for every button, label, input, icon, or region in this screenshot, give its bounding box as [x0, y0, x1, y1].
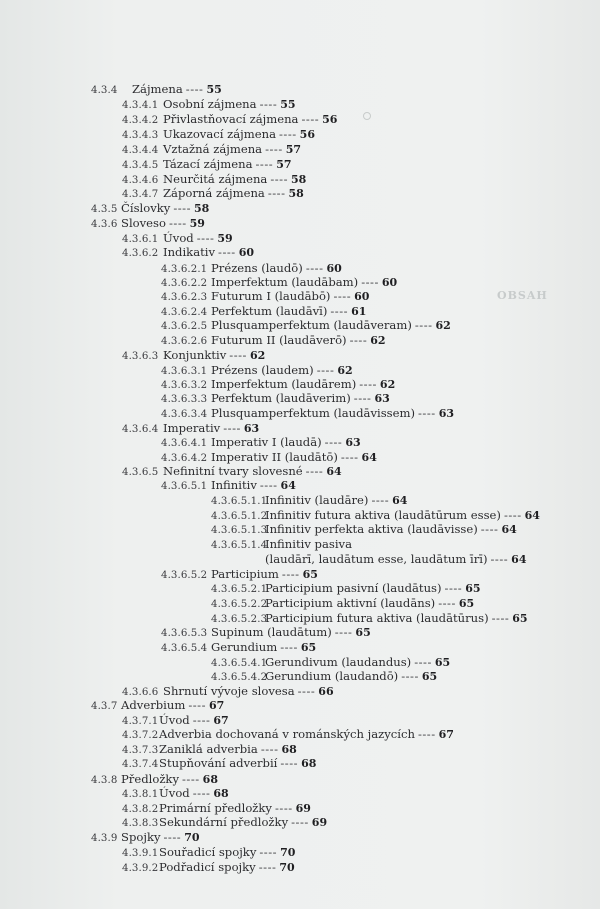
toc-leader-dashes: ----: [173, 201, 192, 215]
toc-entry-number: 4.3.6.5.2.2: [211, 599, 268, 610]
toc-entry-number: 4.3.5: [91, 204, 118, 215]
toc-page-number: 63: [345, 436, 361, 449]
toc-entry-number: 4.3.6.5.4.2: [211, 672, 268, 683]
toc-entry: [161, 377, 395, 392]
toc-entry-number: 4.3.6.5: [122, 467, 159, 478]
toc-leader-dashes: ----: [267, 186, 286, 200]
toc-entry-title: Tázací zájmena: [163, 157, 253, 171]
toc-entry: [161, 640, 316, 655]
toc-entry-title: Úvod: [159, 713, 190, 727]
toc-page-number: 66: [318, 685, 334, 698]
toc-page-number: 64: [392, 494, 408, 507]
toc-entry-title: Gerundium: [211, 640, 278, 654]
toc-entry-number: 4.3.6.5.1.2: [211, 511, 268, 522]
toc-page-number: 65: [300, 641, 317, 654]
toc-entry-title: Participium aktivní (laudāns): [265, 596, 436, 610]
toc-entry: [91, 216, 205, 231]
toc-entry: [211, 611, 528, 626]
toc-leader-dashes: ----: [260, 742, 279, 756]
toc-entry-number: 4.3.4.3: [122, 130, 159, 141]
toc-page-number: 65: [458, 597, 475, 610]
toc-page-number: 63: [374, 392, 390, 405]
toc-entry-title: Participium futura aktiva (laudātūrus): [265, 611, 489, 625]
toc-page-number: 56: [299, 128, 315, 141]
toc-entry-title: Neurčitá zájmena: [163, 172, 268, 186]
toc-entry: [122, 186, 304, 201]
toc-entry-title: Infinitiv futura aktiva (laudātūrum esse): [265, 508, 501, 522]
toc-entry: [161, 318, 451, 333]
toc-leader-dashes: ----: [330, 304, 349, 318]
toc-leader-dashes: ----: [270, 172, 288, 186]
toc-page-number: 65: [512, 612, 528, 625]
toc-entry-title: Primární předložky: [159, 801, 272, 815]
toc-entry: [122, 464, 342, 479]
toc-leader-dashes: ----: [316, 363, 335, 377]
toc-entry: [122, 860, 295, 875]
toc-entry-title: Předložky: [121, 772, 179, 786]
toc-entry-title: Ukazovací zájmena: [163, 127, 276, 141]
toc-entry: [265, 552, 526, 567]
toc-page-number: 65: [355, 626, 371, 639]
toc-entry: [122, 815, 327, 830]
toc-entry-number: 4.3.8.3: [122, 818, 159, 829]
toc-page-number: 64: [280, 479, 296, 492]
toc-page-number: 62: [435, 319, 451, 332]
toc-page-number: 65: [302, 568, 318, 581]
toc-entry-title: Sloveso: [121, 216, 166, 230]
toc-leader-dashes: ----: [417, 727, 436, 741]
toc-entry: [122, 112, 337, 127]
toc-entry: [122, 756, 316, 771]
toc-leader-dashes: ----: [414, 318, 433, 332]
toc-leader-dashes: ----: [281, 567, 300, 581]
toc-entry-number: 4.3.9.2: [122, 863, 159, 874]
toc-entry-title: Imperfektum (laudābam): [211, 275, 359, 289]
toc-entry-number: 4.3.4.7: [122, 189, 159, 200]
toc-page-number: 69: [295, 802, 311, 815]
toc-leader-dashes: ----: [353, 391, 372, 405]
toc-entry-title: Supinum (laudātum): [211, 625, 332, 639]
toc-page-number: 68: [281, 743, 297, 756]
toc-page-number: 65: [421, 670, 438, 683]
toc-entry-title: Sekundární předložky: [159, 815, 289, 829]
toc-page-number: 62: [370, 334, 386, 347]
toc-leader-dashes: ----: [297, 684, 316, 698]
toc-leader-dashes: ----: [279, 127, 297, 141]
toc-entry-title: Souřadicí spojky: [159, 845, 257, 859]
toc-leader-dashes: ----: [359, 377, 377, 391]
toc-leader-dashes: ----: [163, 830, 182, 844]
toc-page-number: 58: [291, 173, 307, 186]
toc-entry-number: 4.3.6: [91, 219, 118, 230]
toc-entry-number: 4.3.6.4.2: [161, 453, 208, 464]
toc-entry-number: 4.3.6.3.3: [161, 394, 208, 405]
toc-entry-title: (laudārī, laudātum esse, laudātum īrī): [265, 552, 488, 566]
toc-entry: [161, 406, 454, 421]
toc-leader-dashes: ----: [280, 640, 298, 654]
toc-entry-title: Infinitiv pasiva: [265, 537, 353, 551]
toc-leader-dashes: ----: [196, 231, 215, 245]
toc-entry-title: Plusquamperfektum (laudāveram): [211, 318, 412, 332]
toc-leader-dashes: ----: [334, 625, 353, 639]
page-dot-mark: [363, 112, 371, 120]
toc-entry-title: Úvod: [163, 231, 194, 245]
toc-entry-number: 4.3.6.1: [122, 234, 159, 245]
toc-entry-title: Shrnutí vývoje slovesa: [163, 684, 295, 698]
toc-entry-number: 4.3.6.5.4.1: [211, 658, 268, 669]
toc-entry: [122, 421, 259, 436]
toc-entry-title: Prézens (laudem): [211, 363, 314, 377]
toc-entry-title: Futurum II (laudāverō): [211, 333, 347, 347]
toc-entry: [91, 830, 200, 845]
toc-page-number: 60: [326, 262, 342, 275]
toc-entry-number: 4.3.7.2: [122, 730, 159, 741]
toc-page-number: 64: [511, 553, 527, 566]
toc-entry-title: Plusquamperfektum (laudāvissem): [211, 406, 416, 420]
toc-page-number: 70: [184, 831, 200, 844]
toc-leader-dashes: ----: [361, 275, 379, 289]
toc-entry-number: 4.3.6.5.1: [161, 481, 208, 492]
toc-entry: [122, 742, 297, 757]
toc-entry-title: Imperativ I (laudā): [211, 435, 322, 449]
toc-entry: [211, 581, 481, 596]
toc-entry-number: 4.3.6.3.2: [161, 380, 208, 391]
toc-entry-title: Imperfektum (laudārem): [211, 377, 357, 391]
toc-entry: [211, 493, 407, 508]
toc-leader-dashes: ----: [274, 801, 293, 815]
toc-page-number: 69: [311, 816, 328, 829]
toc-leader-dashes: ----: [192, 713, 211, 727]
toc-entry: [211, 596, 474, 611]
toc-entry-title: Imperativ II (laudātō): [211, 450, 338, 464]
toc-entry-number: 4.3.9.1: [122, 848, 159, 859]
toc-leader-dashes: ----: [340, 450, 359, 464]
toc-entry-title: Infinitiv perfekta aktiva (laudāvisse): [265, 522, 478, 536]
toc-entry: [161, 363, 353, 378]
toc-entry: [122, 245, 254, 260]
toc-leader-dashes: ----: [188, 698, 207, 712]
toc-entry: [122, 172, 306, 187]
toc-leader-dashes: ----: [491, 611, 510, 625]
toc-entry-title: Participium: [211, 567, 279, 581]
toc-page-number: 64: [326, 465, 342, 478]
toc-page-number: 56: [322, 113, 338, 126]
toc-entry: [122, 231, 233, 246]
toc-leader-dashes: ----: [324, 435, 343, 449]
toc-page-number: 59: [189, 217, 205, 230]
toc-leader-dashes: ----: [349, 333, 368, 347]
toc-leader-dashes: ----: [371, 493, 390, 507]
toc-entry: [122, 845, 295, 860]
toc-page-number: 67: [213, 714, 229, 727]
toc-entry: [161, 275, 397, 290]
toc-page-number: 68: [301, 757, 317, 770]
toc-entry-number: 4.3.4.6: [122, 175, 159, 186]
toc-entry-title: Perfektum (laudāverim): [211, 391, 351, 405]
toc-entry: [211, 522, 517, 537]
toc-entry-number: 4.3.9: [91, 833, 118, 844]
toc-leader-dashes: ----: [305, 261, 324, 275]
toc-page-number: 70: [279, 861, 295, 874]
toc-page-number: 58: [194, 202, 210, 215]
toc-entry-title: Participium pasivní (laudātus): [265, 581, 442, 595]
toc-entry-number: 4.3.8.2: [122, 804, 159, 815]
toc-page-number: 62: [249, 349, 266, 362]
toc-leader-dashes: ----: [480, 522, 499, 536]
toc-page-number: 61: [351, 305, 367, 318]
toc-entry-number: 4.3.6.5.4: [161, 643, 208, 654]
toc-page-number: 70: [280, 846, 296, 859]
toc-entry-number: 4.3.6.5.2.1: [211, 584, 268, 595]
toc-page-number: 63: [438, 407, 454, 420]
toc-entry-number: 4.3.7.4: [122, 759, 159, 770]
toc-leader-dashes: ----: [192, 786, 211, 800]
toc-leader-dashes: ----: [218, 245, 236, 259]
toc-entry: [161, 289, 369, 304]
toc-entry-number: 4.3.8.1: [122, 789, 159, 800]
toc-page-number: 65: [465, 582, 481, 595]
toc-entry-number: 4.3.6.4: [122, 424, 159, 435]
toc-page-number: 57: [285, 143, 302, 156]
toc-page-number: 60: [381, 276, 398, 289]
toc-entry-title: Gerundivum (laudandus): [265, 655, 412, 669]
bleed-through-header: OBSAH: [497, 289, 548, 302]
toc-leader-dashes: ----: [503, 508, 522, 522]
toc-entry: [91, 772, 218, 787]
toc-leader-dashes: ----: [414, 655, 432, 669]
toc-entry: [211, 537, 352, 552]
toc-entry-number: 4.3.7.3: [122, 745, 159, 756]
toc-entry-number: 4.3.4.5: [122, 160, 159, 171]
toc-entry-number: 4.3.6.5.1.4: [211, 540, 268, 551]
toc-entry: [122, 348, 265, 363]
toc-entry: [211, 655, 450, 670]
toc-entry: [161, 625, 371, 640]
toc-entry-number: 4.3.7: [91, 701, 118, 712]
toc-page-number: 64: [524, 509, 540, 522]
toc-entry-title: Úvod: [159, 786, 190, 800]
toc-page-number: 64: [501, 523, 517, 536]
toc-entry: [122, 142, 301, 157]
toc-entry-number: 4.3.6.5.2.3: [211, 614, 268, 625]
toc-entry: [91, 82, 222, 97]
toc-leader-dashes: ----: [333, 289, 352, 303]
toc-leader-dashes: ----: [418, 406, 436, 420]
toc-entry-title: Záporná zájmena: [163, 186, 265, 200]
toc-page-number: 68: [213, 787, 229, 800]
toc-leader-dashes: ----: [401, 669, 419, 683]
toc-entry-title: Podřadicí spojky: [159, 860, 256, 874]
toc-entry-number: 4.3.8: [91, 775, 118, 786]
toc-entry-title: Spojky: [121, 830, 161, 844]
toc-page-number: 55: [280, 98, 296, 111]
toc-entry: [91, 698, 224, 713]
toc-leader-dashes: ----: [258, 860, 277, 874]
toc-page-number: 62: [337, 364, 353, 377]
toc-entry: [161, 478, 296, 493]
toc-leader-dashes: ----: [259, 845, 278, 859]
toc-entry: [161, 261, 342, 276]
toc-leader-dashes: ----: [229, 348, 247, 362]
toc-entry-title: Vztažná zájmena: [163, 142, 263, 156]
toc-entry-title: Osobní zájmena: [163, 97, 257, 111]
toc-entry-number: 4.3.6.2: [122, 248, 159, 259]
toc-page-number: 60: [354, 290, 370, 303]
toc-entry: [161, 304, 366, 319]
toc-entry-number: 4.3.6.2.3: [161, 292, 208, 303]
toc-entry-number: 4.3.7.1: [122, 716, 159, 727]
toc-entry: [122, 127, 315, 142]
toc-entry-title: Futurum I (laudābō): [211, 289, 331, 303]
toc-entry-title: Adverbia dochovaná v románských jazycích: [159, 727, 415, 741]
toc-entry: [161, 333, 386, 348]
toc-entry: [91, 201, 209, 216]
toc-entry-title: Stupňování adverbií: [159, 756, 278, 770]
toc-entry: [161, 567, 318, 582]
toc-entry-number: 4.3.6.5.1.1: [211, 496, 268, 507]
toc-leader-dashes: ----: [259, 478, 278, 492]
toc-entry-number: 4.3.6.4.1: [161, 438, 208, 449]
toc-entry-title: Přivlastňovací zájmena: [163, 112, 299, 126]
toc-entry-title: Imperativ: [163, 421, 221, 435]
toc-entry-title: Adverbium: [121, 698, 186, 712]
toc-entry-number: 4.3.6.3.4: [161, 409, 208, 420]
toc-entry: [122, 786, 229, 801]
toc-leader-dashes: ----: [185, 82, 204, 96]
toc-leader-dashes: ----: [438, 596, 456, 610]
toc-entry-number: 4.3.4.1: [122, 100, 159, 111]
toc-entry-number: 4.3.6.2.1: [161, 264, 208, 275]
toc-entry: [122, 157, 292, 172]
toc-entry-number: 4.3.4: [91, 85, 118, 96]
toc-entry-title: Prézens (laudō): [211, 261, 303, 275]
toc-entry: [122, 801, 311, 816]
toc-page-number: 65: [434, 656, 451, 669]
toc-leader-dashes: ----: [259, 97, 278, 111]
toc-leader-dashes: ----: [223, 421, 241, 435]
toc-entry-title: Indikativ: [163, 245, 216, 259]
toc-page-number: 62: [379, 378, 396, 391]
toc-entry-title: Číslovky: [121, 201, 171, 215]
toc-page-number: 67: [438, 728, 454, 741]
toc-entry: [122, 97, 296, 112]
toc-page-number: 67: [209, 699, 225, 712]
toc-entry: [211, 669, 437, 684]
toc-leader-dashes: ----: [280, 756, 299, 770]
toc-leader-dashes: ----: [291, 815, 309, 829]
toc-entry-title: Nefinitní tvary slovesné: [163, 464, 303, 478]
toc-page-number: 63: [243, 422, 260, 435]
toc-entry-number: 4.3.6.2.5: [161, 321, 208, 332]
toc-entry-number: 4.3.6.5.3: [161, 628, 208, 639]
toc-entry-number: 4.3.6.2.2: [161, 278, 208, 289]
toc-leader-dashes: ----: [305, 464, 324, 478]
toc-entry-number: 4.3.6.3: [122, 351, 159, 362]
toc-page-number: 57: [276, 158, 292, 171]
toc-leader-dashes: ----: [490, 552, 509, 566]
toc-entry-title: Infinitiv: [211, 478, 257, 492]
toc-entry-number: 4.3.4.2: [122, 115, 159, 126]
toc-leader-dashes: ----: [301, 112, 320, 126]
toc-page-number: 58: [288, 187, 304, 200]
toc-page-number: 60: [238, 246, 255, 259]
toc-page-number: 64: [361, 451, 377, 464]
toc-entry-number: 4.3.6.5.2: [161, 570, 208, 581]
toc-entry-number: 4.3.6.2.6: [161, 336, 208, 347]
toc-entry: [122, 727, 454, 742]
toc-entry-number: 4.3.6.5.1.3: [211, 525, 268, 536]
toc-entry-title: Gerundium (laudandō): [265, 669, 399, 683]
toc-leader-dashes: ----: [265, 142, 283, 156]
toc-leader-dashes: ----: [182, 772, 200, 786]
toc-entry: [161, 391, 390, 406]
toc-leader-dashes: ----: [168, 216, 187, 230]
toc-entry-number: 4.3.6.3.1: [161, 366, 208, 377]
toc-page-number: 59: [217, 232, 233, 245]
toc-entry: [122, 713, 229, 728]
toc-page-number: 68: [202, 773, 218, 786]
toc-entry-number: 4.3.6.2.4: [161, 307, 208, 318]
toc-entry: [161, 435, 361, 450]
toc-entry-title: Konjunktiv: [163, 348, 227, 362]
toc-entry: [122, 684, 334, 699]
toc-entry-number: 4.3.4.4: [122, 145, 159, 156]
toc-entry: [161, 450, 377, 465]
toc-entry-title: Zájmena: [132, 82, 183, 96]
toc-entry-title: Zaniklá adverbia: [159, 742, 258, 756]
toc-leader-dashes: ----: [255, 157, 274, 171]
toc-page-number: 55: [206, 83, 222, 96]
toc-entry-title: Perfektum (laudāvī): [211, 304, 328, 318]
toc-entry-title: Infinitiv (laudāre): [265, 493, 369, 507]
toc-entry-number: 4.3.6.6: [122, 687, 159, 698]
toc-entry: [211, 508, 540, 523]
toc-leader-dashes: ----: [444, 581, 463, 595]
